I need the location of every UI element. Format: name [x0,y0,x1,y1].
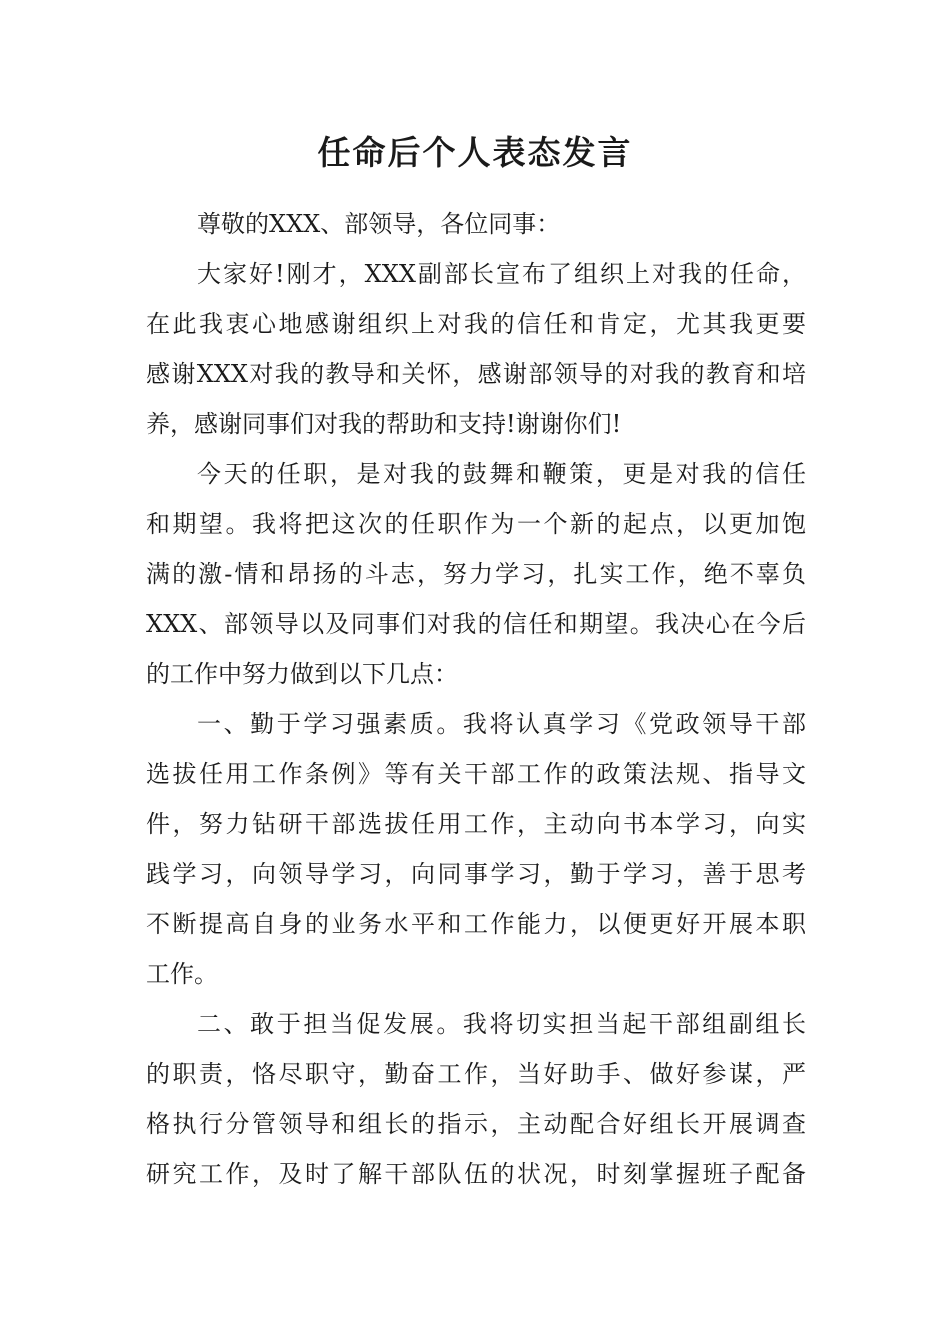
paragraph-4-line-3: 格执行分管领导和组长的指示，主动配合好组长开展调查 [146,1110,806,1138]
paragraph-1-line-1: 大家好!刚才，XXX副部长宣布了组织上对我的任命， [197,260,806,288]
paragraph-2-line-3: 满的激-情和昂扬的斗志，努力学习，扎实工作，绝不辜负 [146,560,806,588]
paragraph-2-line-5: 的工作中努力做到以下几点： [146,660,458,688]
paragraph-3-line-3: 件，努力钻研干部选拔任用工作，主动向书本学习，向实 [146,810,806,838]
paragraph-4-line-1: 二、敢于担当促发展。我将切实担当起干部组副组长 [197,1010,806,1038]
paragraph-2-line-1: 今天的任职，是对我的鼓舞和鞭策，更是对我的信任 [197,460,806,488]
paragraph-3-line-2: 选拔任用工作条例》等有关干部工作的政策法规、指导文 [146,760,806,788]
paragraph-3-line-4: 践学习，向领导学习，向同事学习，勤于学习，善于思考 [146,860,806,888]
document-title: 任命后个人表态发言 [317,133,633,172]
paragraph-2-line-2: 和期望。我将把这次的任职作为一个新的起点，以更加饱 [146,510,806,538]
paragraph-3-line-1: 一、勤于学习强素质。我将认真学习《党政领导干部 [197,710,806,738]
paragraph-2-line-4: XXX、部领导以及同事们对我的信任和期望。我决心在今后 [146,610,806,638]
paragraph-3-line-5: 不断提高自身的业务水平和工作能力，以便更好开展本职 [146,910,806,938]
paragraph-1-line-4: 养，感谢同事们对我的帮助和支持!谢谢你们! [146,410,622,438]
document-body [146,199,806,1199]
paragraph-1-line-2: 在此我衷心地感谢组织上对我的信任和肯定，尤其我更要 [146,310,806,338]
paragraph-3-line-6: 工作。 [146,960,218,988]
paragraph-4-line-4: 研究工作，及时了解干部队伍的状况，时刻掌握班子配备 [146,1160,806,1188]
paragraph-4-line-2: 的职责，恪尽职守，勤奋工作，当好助手、做好参谋，严 [146,1060,806,1088]
paragraph-1-line-3: 感谢XXX对我的教导和关怀，感谢部领导的对我的教育和培 [146,360,806,388]
salutation-line: 尊敬的XXX、部领导，各位同事： [197,210,561,238]
